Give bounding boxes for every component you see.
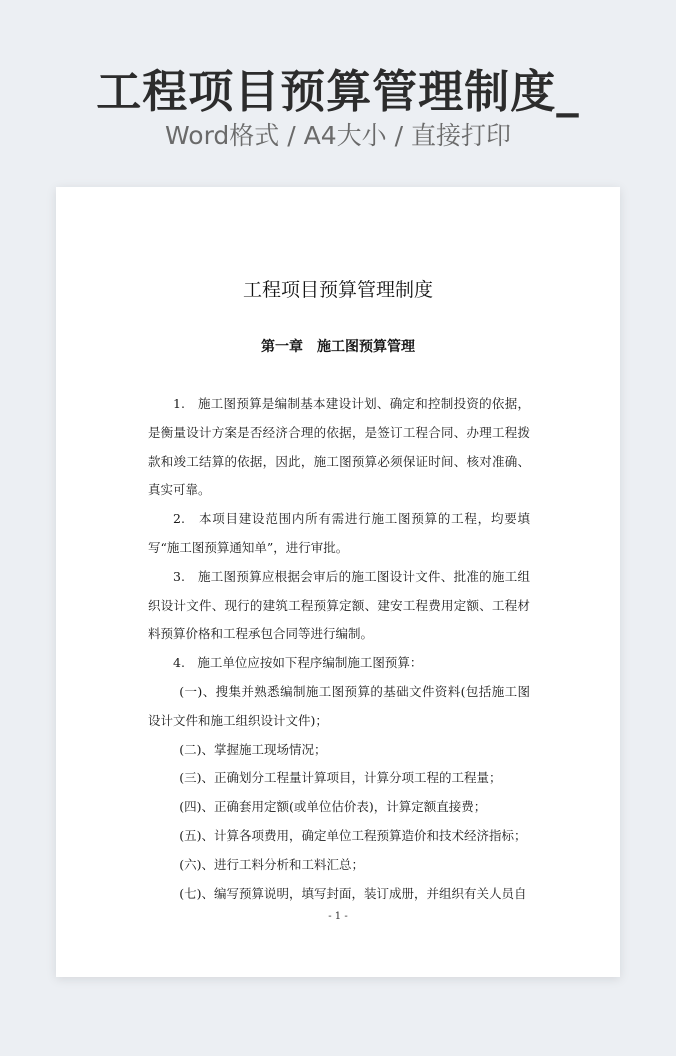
step-5: (五)、计算各项费用，确定单位工程预算造价和技术经济指标； <box>179 827 527 843</box>
step-3: (三)、正确划分工程量计算项目，计算分项工程的工程量； <box>179 770 502 786</box>
chapter-heading: 第一章 施工图预算管理 <box>261 339 415 355</box>
document-title: 工程项目预算管理制度 <box>242 279 433 301</box>
step-7: (七)、编写预算说明，填写封面，装订成册，并组织有关人员自 <box>179 885 527 901</box>
banner-subtitle: Word格式 / A4大小 / 直接打印 <box>165 121 511 150</box>
document-body <box>148 390 530 908</box>
page-number: - 1 - <box>328 911 348 922</box>
paragraph-1: 1. 施工图预算是编制基本建设计划、确定和控制投资的依据，是衡量设计方案是否经济合理的依据，是签订工程合同、办理工程拨款和竣工结算的依据，因此，施工图预算必须保证时间、核对准确、真实可靠。 <box>148 396 530 498</box>
paragraph-4: 4. 施工单位应按如下程序编制施工图预算： <box>173 655 423 671</box>
step-4: (四)、正确套用定额(或单位估价表)，计算定额直接费； <box>179 799 487 815</box>
paragraph-2: 2. 本项目建设范围内所有需进行施工图预算的工程，均要填写“施工图预算通知单”，进行审批。 <box>148 511 530 555</box>
paragraph-3: 3. 施工图预算应根据会审后的施工图设计文件、批准的施工组织设计文件、现行的建筑工程预算定额、建安工程费用定额、工程材料预算价格和工程承包合同等进行编制。 <box>148 568 530 642</box>
document-page <box>56 187 620 977</box>
step-6: (六)、进行工料分析和工料汇总； <box>179 856 365 872</box>
step-1: (一)、搜集并熟悉编制施工图预算的基础文件资料(包括施工图设计文件和施工组织设计文件)； <box>148 683 530 728</box>
step-2: (二)、掌握施工现场情况； <box>179 741 327 757</box>
banner-title: 工程项目预算管理制度_ <box>96 65 580 118</box>
